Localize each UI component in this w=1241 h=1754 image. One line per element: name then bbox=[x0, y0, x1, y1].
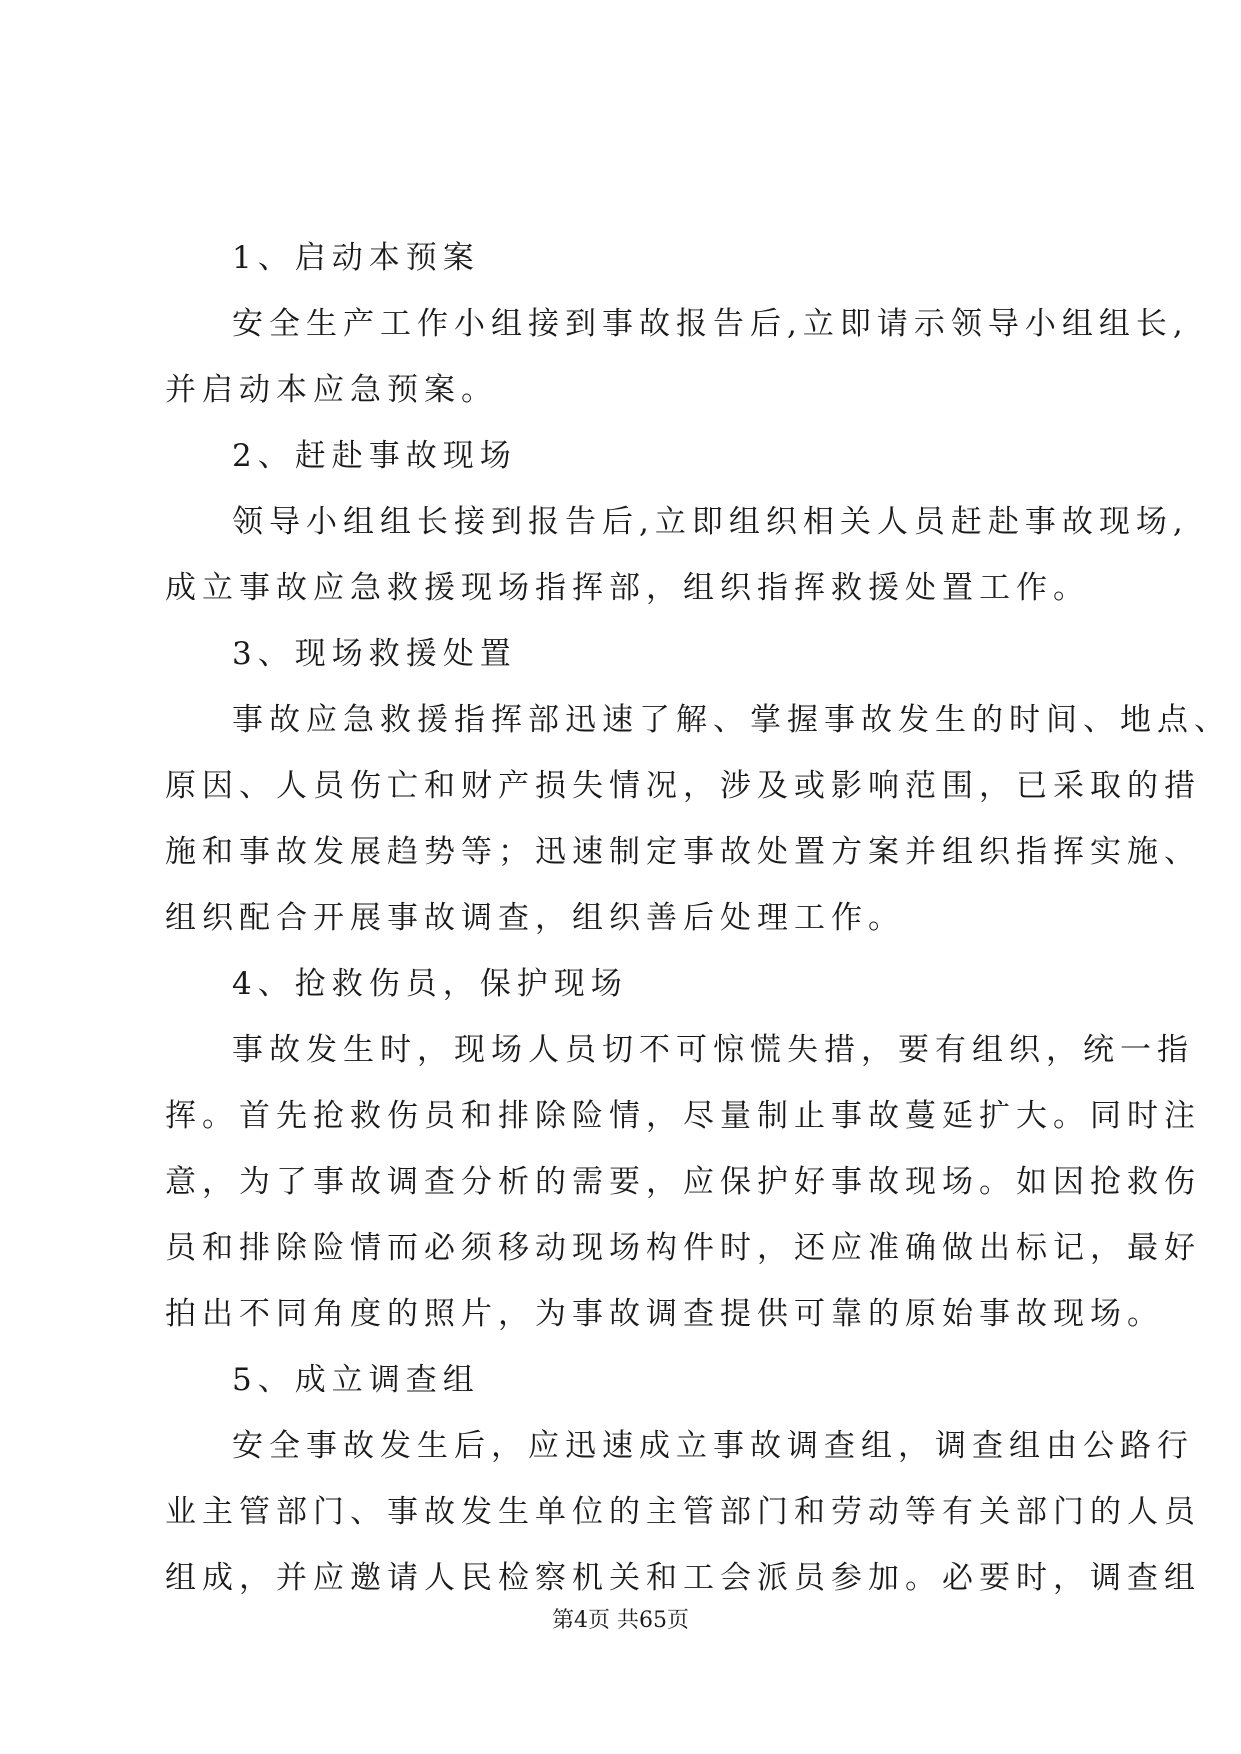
section-heading: 5、成立调查组 bbox=[232, 1362, 480, 1398]
section-heading: 1、启动本预案 bbox=[232, 240, 480, 276]
paragraph-line: 施和事故发展趋势等；迅速制定事故处置方案并组织指挥实施、 bbox=[165, 834, 1201, 870]
section-heading: 4、抢救伤员，保护现场 bbox=[232, 966, 628, 1002]
paragraph-line: 业主管部门、事故发生单位的主管部门和劳动等有关部门的人员 bbox=[165, 1494, 1201, 1530]
paragraph-line: 拍出不同角度的照片，为事故调查提供可靠的原始事故现场。 bbox=[165, 1296, 1164, 1332]
paragraph-line: 挥。首先抢救伤员和排除险情，尽量制止事故蔓延扩大。同时注 bbox=[165, 1098, 1201, 1134]
paragraph-line: 意，为了事故调查分析的需要，应保护好事故现场。如因抢救伤 bbox=[165, 1164, 1201, 1200]
paragraph-line: 原因、人员伤亡和财产损失情况，涉及或影响范围，已采取的措 bbox=[165, 768, 1201, 804]
section-heading: 2、赶赴事故现场 bbox=[232, 438, 517, 474]
document-body bbox=[165, 225, 1231, 1611]
page-number: 第4页 共65页 bbox=[552, 1608, 689, 1633]
page-footer bbox=[0, 1603, 1241, 1634]
paragraph-line: 组织配合开展事故调查，组织善后处理工作。 bbox=[165, 900, 905, 936]
paragraph-line: 成立事故应急救援现场指挥部，组织指挥救援处置工作。 bbox=[165, 570, 1090, 606]
paragraph-line: 事故发生时，现场人员切不可惊慌失措，要有组织，统一指 bbox=[232, 1032, 1194, 1068]
section-heading: 3、现场救援处置 bbox=[232, 636, 517, 672]
paragraph-line: 员和排除险情而必须移动现场构件时，还应准确做出标记，最好 bbox=[165, 1230, 1201, 1266]
paragraph-line: 事故应急救援指挥部迅速了解、掌握事故发生的时间、地点、 bbox=[232, 702, 1231, 738]
paragraph-line: 安全事故发生后，应迅速成立事故调查组，调查组由公路行 bbox=[232, 1428, 1194, 1464]
paragraph-line: 组成，并应邀请人民检察机关和工会派员参加。必要时，调查组 bbox=[165, 1560, 1201, 1596]
paragraph-line: 并启动本应急预案。 bbox=[165, 372, 498, 408]
paragraph-line: 安全生产工作小组接到事故报告后,立即请示领导小组组长, bbox=[232, 306, 1189, 342]
paragraph-line: 领导小组组长接到报告后,立即组织相关人员赶赴事故现场, bbox=[232, 504, 1189, 540]
